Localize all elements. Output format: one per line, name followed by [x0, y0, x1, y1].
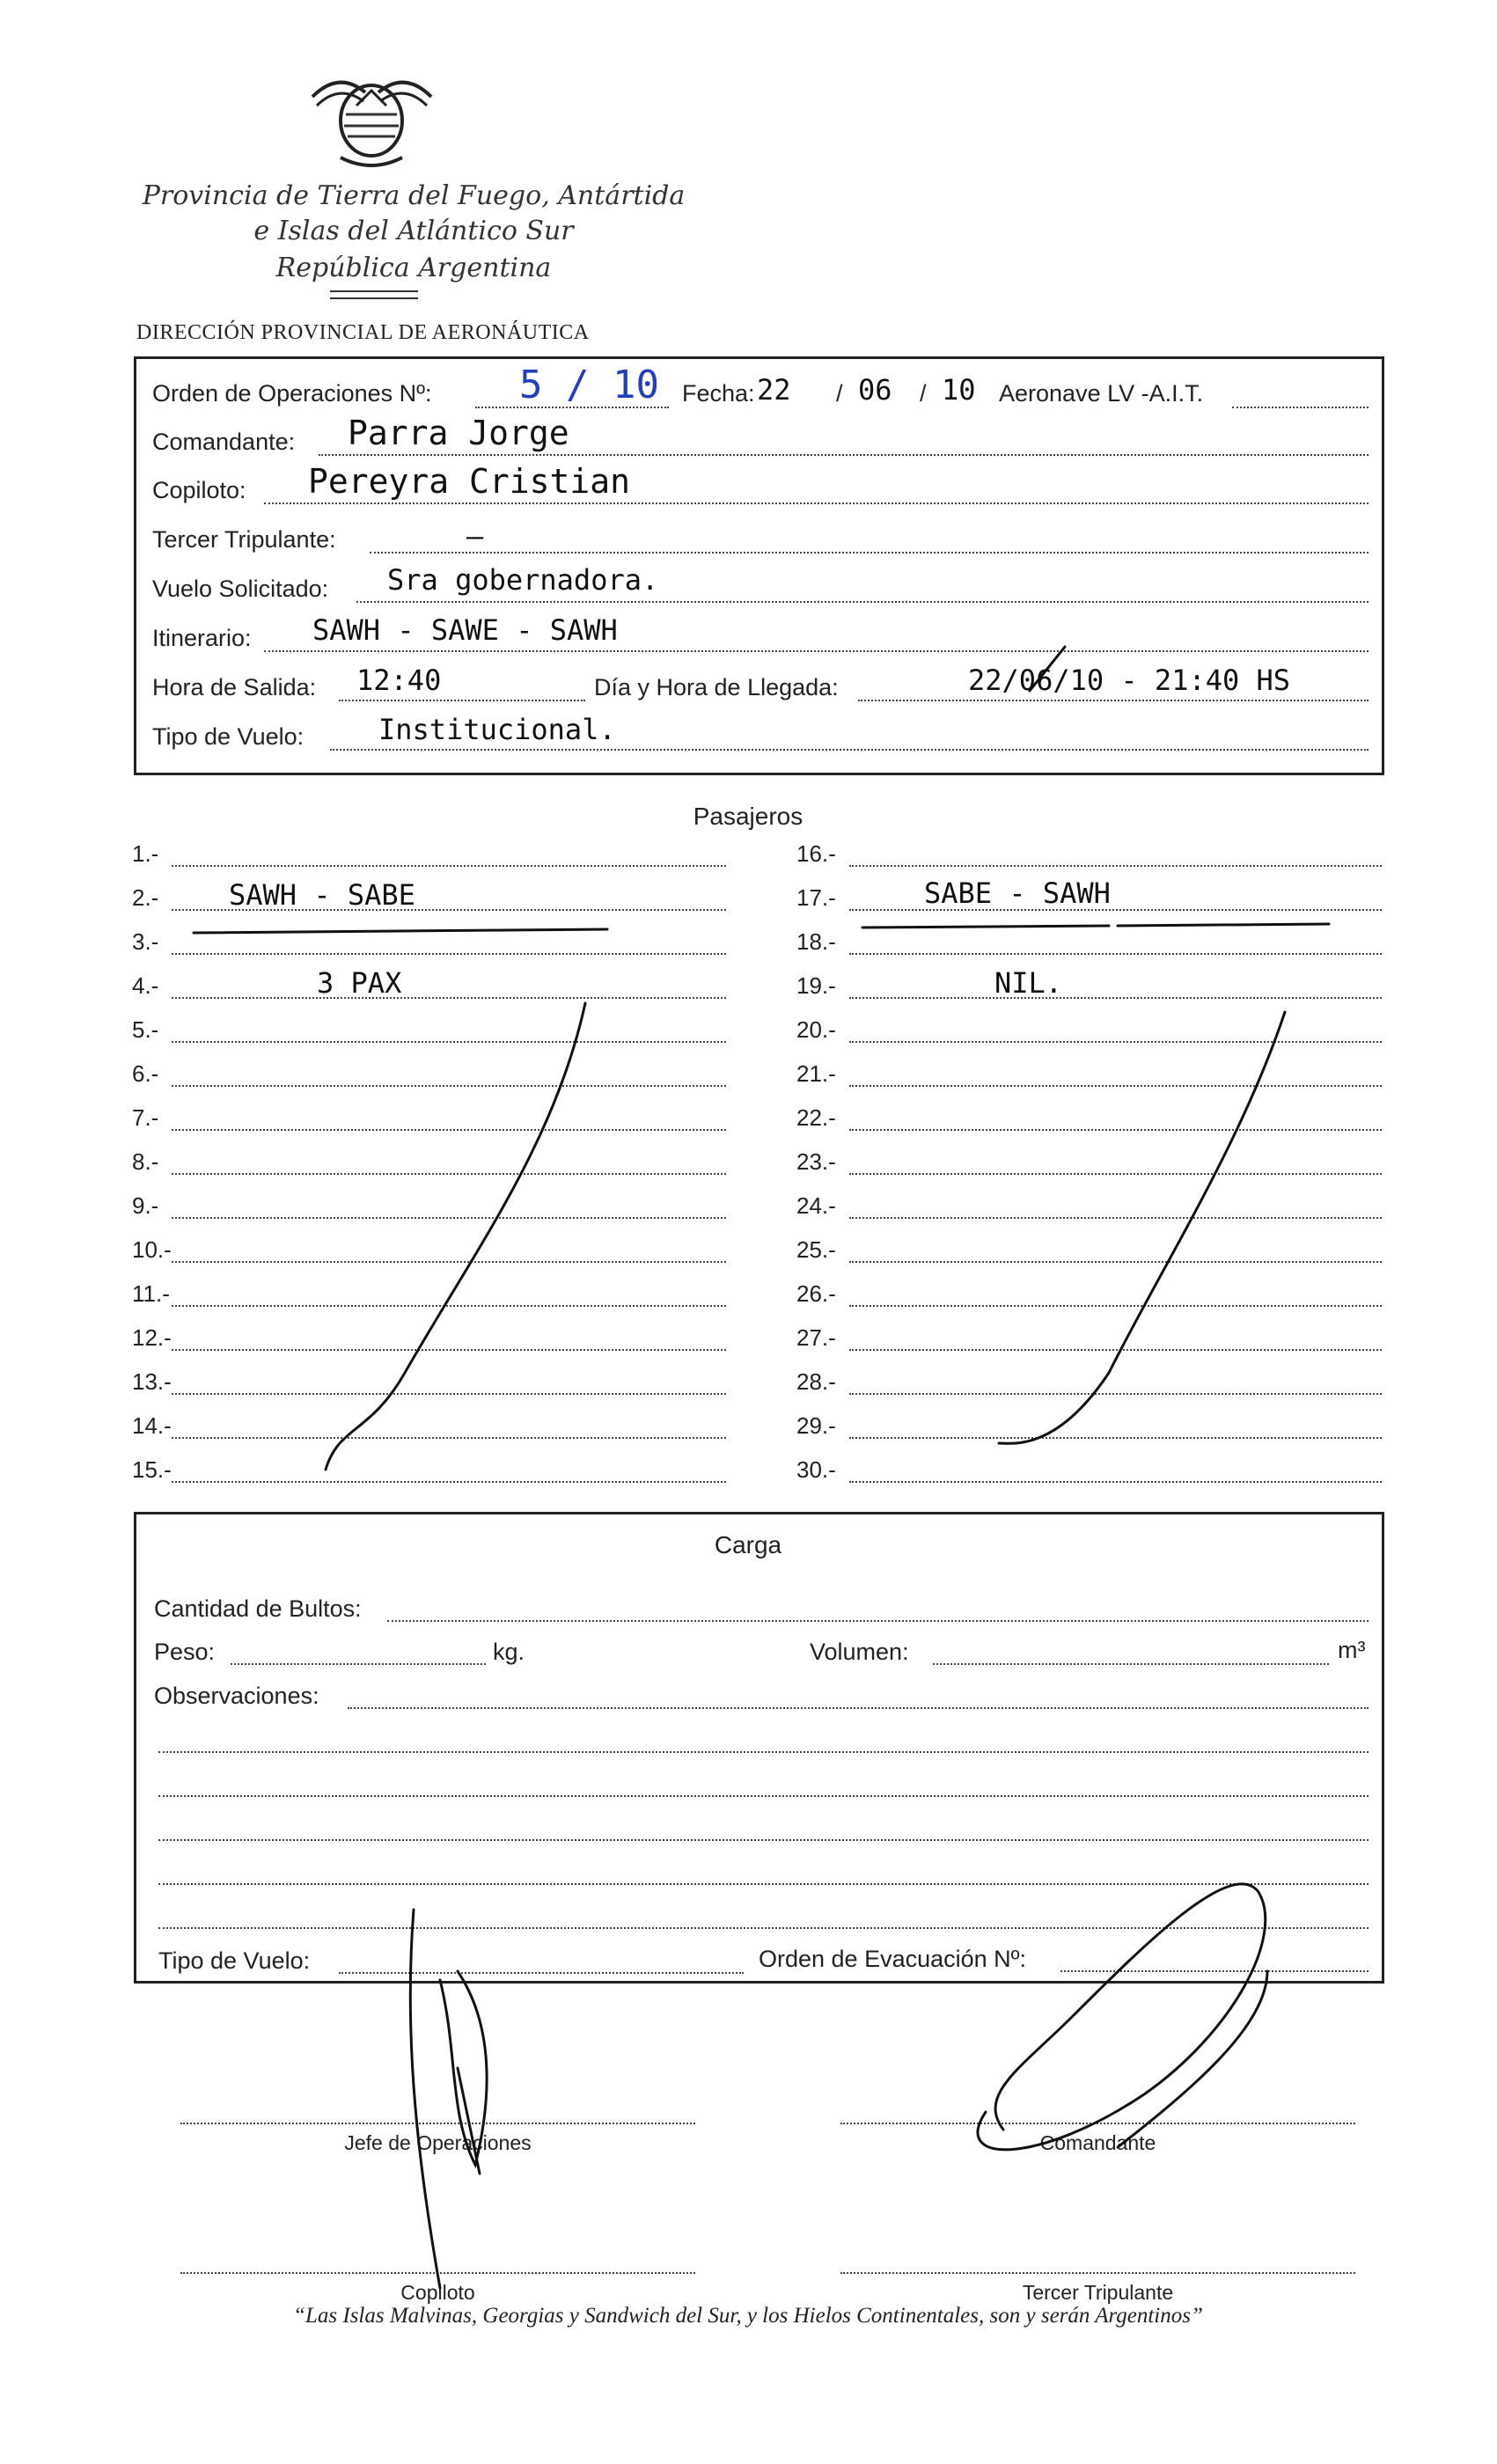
- passenger-left-number: 13.-: [132, 1368, 172, 1395]
- passenger-left-number: 12.-: [132, 1324, 172, 1351]
- passenger-left-number: 2.-: [132, 884, 159, 911]
- departure-label: Hora de Salida:: [152, 674, 317, 700]
- itinerary-value: SAWH - SAWE - SAWH: [312, 613, 618, 647]
- passenger-right-number: 30.-: [796, 1456, 836, 1483]
- passenger-right-number: 22.-: [796, 1104, 836, 1131]
- copiloto-caption: Copiloto: [400, 2281, 475, 2304]
- right-route-underline-1: [862, 926, 1109, 928]
- tercer-caption: Tercer Tripulante: [1022, 2281, 1174, 2304]
- comandante-signature-stroke-2: [1118, 1971, 1267, 2147]
- comandante-signature-stroke-1: [978, 1884, 1266, 2150]
- flight-type-value: Institucional.: [378, 713, 616, 746]
- cargo-flight-type-label: Tipo de Vuelo:: [158, 1947, 311, 1974]
- departure-value: 12:40: [356, 664, 442, 697]
- left-strike-line: [326, 1003, 585, 1470]
- passenger-left-number: 1.-: [132, 840, 159, 867]
- passenger-right-route: SABE - SAWH: [924, 876, 1111, 910]
- passenger-right-count: NIL.: [994, 966, 1063, 1000]
- itinerary-label: Itinerario:: [152, 625, 252, 651]
- bultos-label: Cantidad de Bultos:: [154, 1595, 362, 1622]
- third-crew-value: —: [466, 519, 484, 553]
- passenger-left-number: 15.-: [132, 1456, 172, 1483]
- requested-value: Sra gobernadora.: [387, 563, 659, 597]
- passenger-right-number: 29.-: [796, 1412, 836, 1439]
- passenger-right-number: 25.-: [796, 1236, 836, 1263]
- passenger-left-number: 7.-: [132, 1104, 159, 1131]
- aircraft-label: Aeronave LV -A.I.T.: [999, 380, 1204, 407]
- arrival-label: Día y Hora de Llegada:: [594, 674, 839, 700]
- flight-type-label: Tipo de Vuelo:: [152, 723, 305, 750]
- arrival-slash: [1030, 647, 1065, 691]
- province-line-1: Provincia de Tierra del Fuego, Antártida: [142, 180, 686, 211]
- passenger-right-number: 28.-: [796, 1368, 836, 1395]
- order-value: 5 / 10: [519, 363, 659, 407]
- passenger-right-number: 21.-: [796, 1060, 836, 1087]
- jefe-caption: Jefe de Operaciones: [344, 2131, 532, 2154]
- comandante-caption: Comandante: [1039, 2131, 1156, 2154]
- volumen-unit: m³: [1338, 1637, 1366, 1663]
- order-label: Orden de Operaciones Nº:: [152, 380, 432, 407]
- copilot-label: Copiloto:: [152, 477, 246, 503]
- date-sep-1: /: [836, 380, 843, 407]
- requested-label: Vuelo Solicitado:: [152, 576, 329, 602]
- passenger-left-number: 11.-: [132, 1280, 170, 1307]
- passenger-right-number: 27.-: [796, 1324, 836, 1351]
- copilot-value: Pereyra Cristian: [308, 462, 631, 501]
- passenger-right-number: 24.-: [796, 1192, 836, 1219]
- jefe-signature-stroke-2: [440, 1971, 487, 2165]
- province-line-3: República Argentina: [275, 253, 552, 283]
- passenger-right-number: 20.-: [796, 1016, 836, 1043]
- passenger-right-number: 26.-: [796, 1280, 836, 1307]
- date-label: Fecha:: [682, 380, 755, 407]
- arrival-value: 22/06/10 - 21:40 HS: [968, 664, 1291, 697]
- third-crew-label: Tercer Tripulante:: [152, 526, 336, 553]
- date-day: 22: [757, 373, 791, 407]
- peso-label: Peso:: [154, 1639, 216, 1665]
- passengers-title: Pasajeros: [693, 803, 804, 830]
- passenger-right-number: 16.-: [796, 840, 836, 867]
- cargo-title: Carga: [714, 1531, 782, 1558]
- passenger-left-number: 14.-: [132, 1412, 172, 1439]
- passenger-left-route: SAWH - SABE: [229, 878, 415, 912]
- passenger-left-number: 9.-: [132, 1192, 159, 1219]
- obs-label: Observaciones:: [154, 1683, 319, 1709]
- right-strike-line: [999, 1012, 1285, 1443]
- passenger-right-number: 17.-: [796, 884, 836, 911]
- evac-label: Orden de Evacuación Nº:: [759, 1946, 1027, 1972]
- commander-value: Parra Jorge: [348, 414, 569, 452]
- right-route-underline-2: [1118, 924, 1329, 926]
- passenger-left-number: 6.-: [132, 1060, 159, 1087]
- passenger-left-number: 8.-: [132, 1148, 159, 1175]
- footer-motto: “Las Islas Malvinas, Georgias y Sandwich del Sur, y los Hielos Continentales, son y serán Argentinos”: [293, 2304, 1203, 2328]
- commander-label: Comandante:: [152, 429, 296, 455]
- province-line-2: e Islas del Atlántico Sur: [253, 216, 574, 246]
- passenger-left-number: 3.-: [132, 928, 159, 955]
- jefe-signature-stroke-1: [410, 1910, 440, 2288]
- date-sep-2: /: [920, 380, 927, 407]
- passenger-left-number: 10.-: [132, 1236, 172, 1263]
- volumen-label: Volumen:: [810, 1639, 909, 1665]
- date-month: 06: [858, 373, 892, 407]
- passenger-right-number: 19.-: [796, 972, 836, 999]
- passenger-left-number: 4.-: [132, 972, 159, 999]
- passenger-left-count: 3 PAX: [317, 966, 402, 1000]
- left-route-underline: [194, 929, 607, 933]
- passenger-left-number: 5.-: [132, 1016, 159, 1043]
- peso-unit: kg.: [493, 1639, 525, 1665]
- direction-title: DIRECCIÓN PROVINCIAL DE AERONÁUTICA: [136, 321, 590, 344]
- passenger-right-number: 23.-: [796, 1148, 836, 1175]
- passenger-right-number: 18.-: [796, 928, 836, 955]
- date-year: 10: [942, 373, 976, 407]
